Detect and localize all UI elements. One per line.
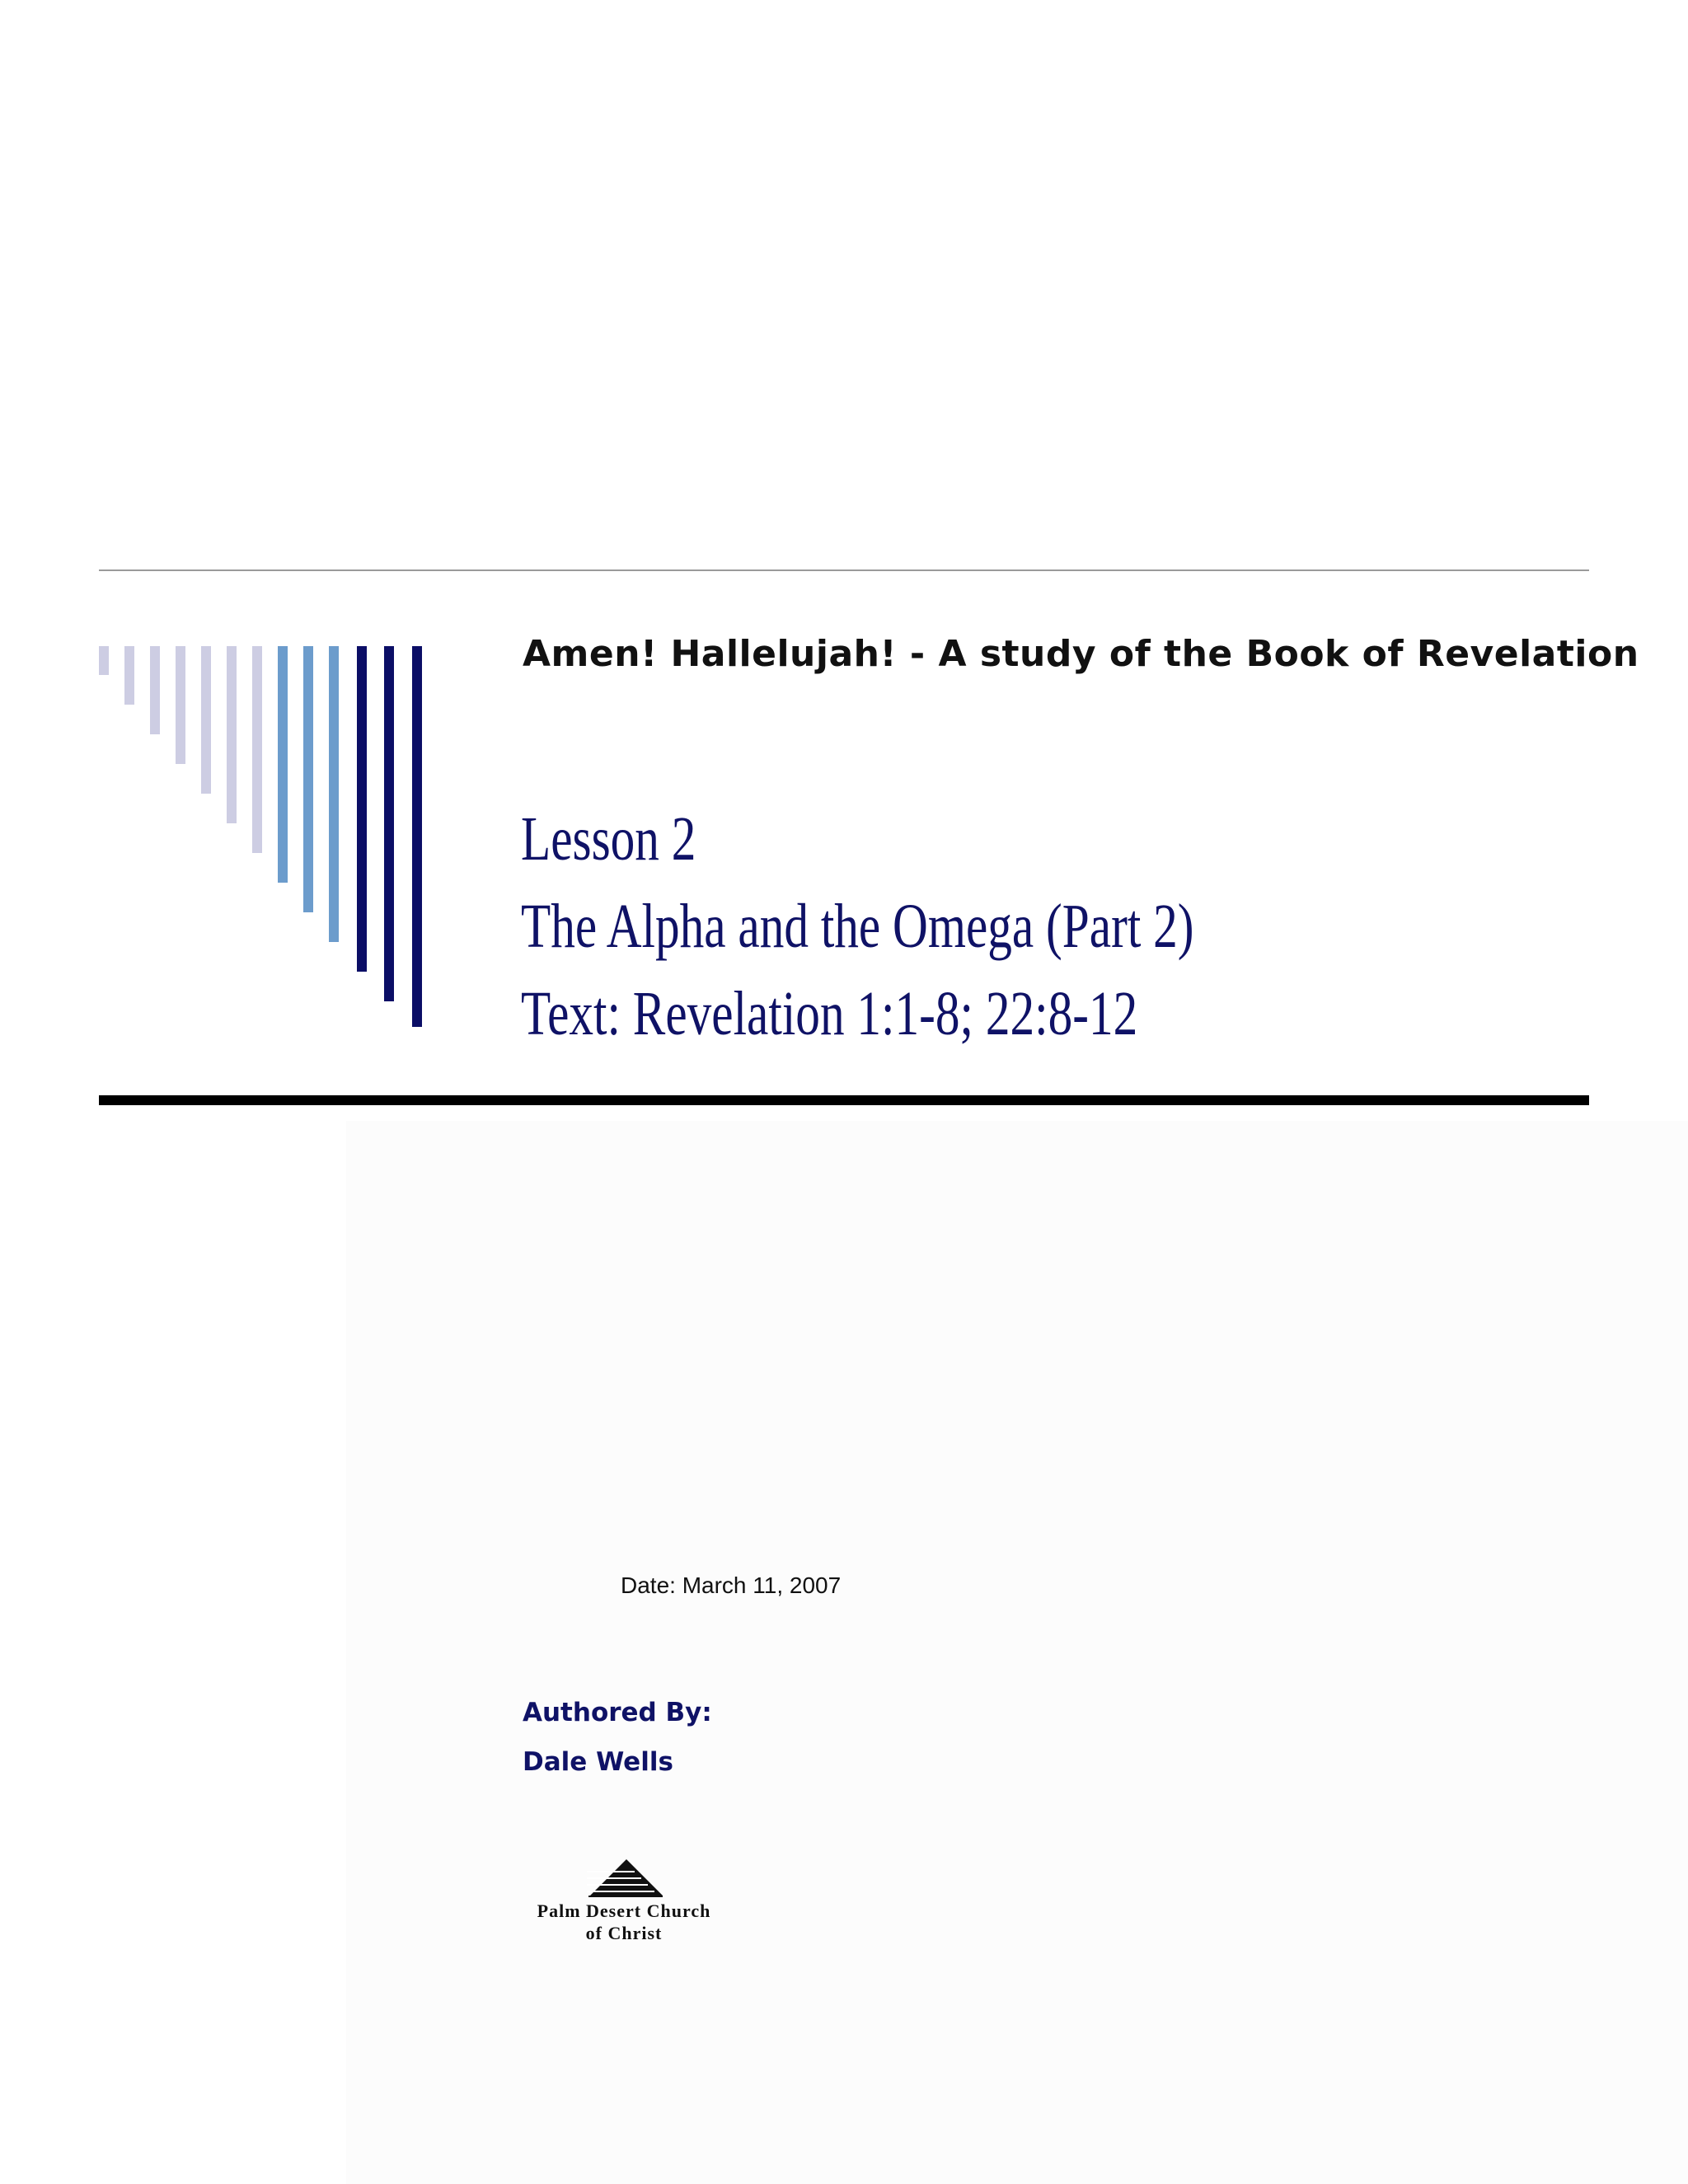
lesson-title: The Alpha and the Omega (Part 2) <box>521 892 1194 961</box>
logo-text-line: of Christ <box>585 1923 663 1943</box>
author-name: Dale Wells <box>523 1747 673 1777</box>
heading-divider-line <box>99 1095 1589 1105</box>
decorative-bar <box>384 646 394 1001</box>
decorative-bar <box>150 646 160 734</box>
decorative-bar <box>176 646 185 764</box>
church-pyramid-icon <box>587 1859 663 1899</box>
lesson-date: Date: March 11, 2007 <box>621 1572 842 1598</box>
lesson-number: Lesson 2 <box>521 804 696 874</box>
top-divider-line <box>99 569 1589 571</box>
decorative-bar <box>124 646 134 705</box>
decorative-bar <box>329 646 339 942</box>
page-shade <box>346 1121 1688 2184</box>
decorative-bar <box>201 646 211 794</box>
decorative-bar <box>252 646 262 853</box>
decorative-bar <box>227 646 237 823</box>
authored-by-label: Authored By: <box>523 1698 712 1727</box>
decorative-bar <box>357 646 367 972</box>
series-title: Amen! Hallelujah! - A study of the Book of Revelation <box>523 633 1639 675</box>
decorative-bar <box>303 646 313 912</box>
church-logo <box>521 1859 735 1950</box>
logo-text-line: Palm Desert Church <box>537 1900 711 1921</box>
decorative-bar <box>412 646 422 1027</box>
decorative-bar <box>99 646 109 675</box>
lesson-heading <box>521 795 1193 1057</box>
decorative-bar <box>278 646 288 883</box>
lesson-text-reference: Text: Revelation 1:1-8; 22:8-12 <box>521 979 1138 1048</box>
decorative-bars <box>99 646 429 1033</box>
